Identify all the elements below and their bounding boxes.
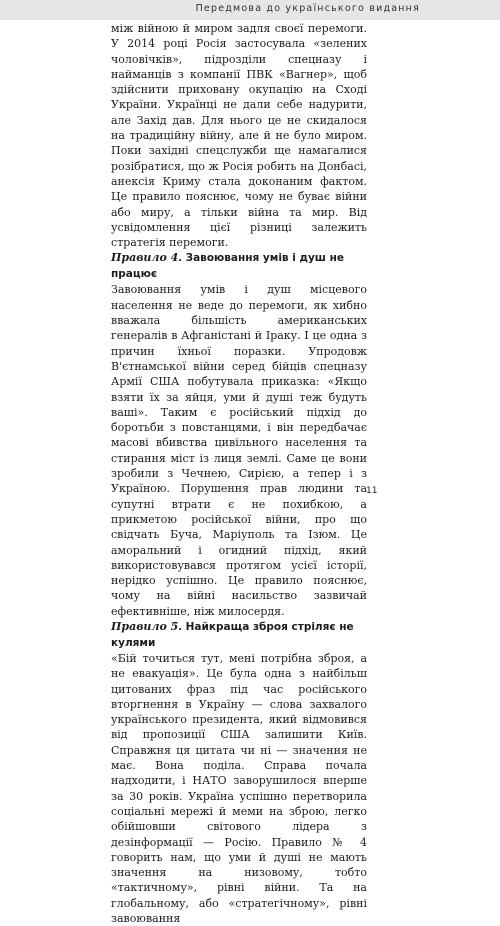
page-body [111, 21, 367, 926]
rule-5-heading [111, 619, 367, 651]
rule-number: Правило 4. [111, 251, 183, 265]
rule-number: Правило 5. [111, 619, 183, 633]
body-paragraph: «Бій точиться тут, мені потрібна зброя, а не евакуація». Це була одна з найбільш цитованих фраз під час російського вторгнення в Україну — слова захвалого українського президента, який відмовився від пропозиції США залишити Київ. Справжня ця цитата чи ні — значення не має. Вона поділа. Справа почала надходити, і НАТО заворушилося вперше за 30 років. Україна успішно перетворила соціальні мережі й меми на зброю, легко обійшовши світового лідера з дезінформації — Росію. Правило № 4 говорить нам, що уми й душі не мають значення на низовому, тобто «тактичному», рівні війни. Та на глобальному, або «стратегічному», рівні завоювання [111, 651, 367, 926]
body-paragraph: Завоювання умів і душ місцевого населення не веде до перемоги, як хибно вважала більшість американських генералів в Афганістані й Іраку. І це одна з причин їхньої поразки. Упродовж В'єтнамської війни серед бійців спецназу Армії США побутувала приказка: «Якщо взяти їх за яйця, уми й душі теж будуть ваші». Таким є російський підхід до боротьби з повстанцями, і він передбачає масові вбивства цивільного населення та стирання міст із лиця землі. Саме це вони зробили з Чечнею, Сирією, а тепер і з Україною. Порушення прав людини та супутні втрати є не похибкою, а прикметою російської війни, про що свідчать Буча, Маріуполь та Ізюм. Це аморальний і огидний підхід, який використовувався протягом усієї історії, нерідко успішно. Це правило пояснює, чому на війні насильство зазвичай ефективніше, ніж милосердя. [111, 283, 367, 618]
rule-title: Найкраща зброя стріляє не кулями [111, 620, 354, 649]
running-header-band [0, 0, 500, 20]
running-header-title: Передмова до українського видання [195, 3, 420, 14]
body-paragraph: між війною й миром задля своєї перемоги. У 2014 році Росія застосувала «зелених чоловічків», підрозділи спецназу і найманців з компанії ПВК «Вагнер», щоб здійснити приховану окупацію на Сході України. Українці не дали себе надурити, але Захід дав. Для нього це не скидалося на традиційну війну, але й не було миром. Поки західні спецслужби ще намагалися розібратися, що ж Росія робить на Донбасі, анексія Криму стала доконаним фактом. Це правило пояснює, чому не буває війни або миру, а тільки війна та мир. Від усвідомлення цієї різниці залежить стратегія перемоги. [111, 22, 367, 250]
rule-4-heading [111, 250, 367, 282]
rule-title: Завоювання умів і душ не працює [111, 252, 344, 281]
page-number: 11 [366, 486, 378, 496]
